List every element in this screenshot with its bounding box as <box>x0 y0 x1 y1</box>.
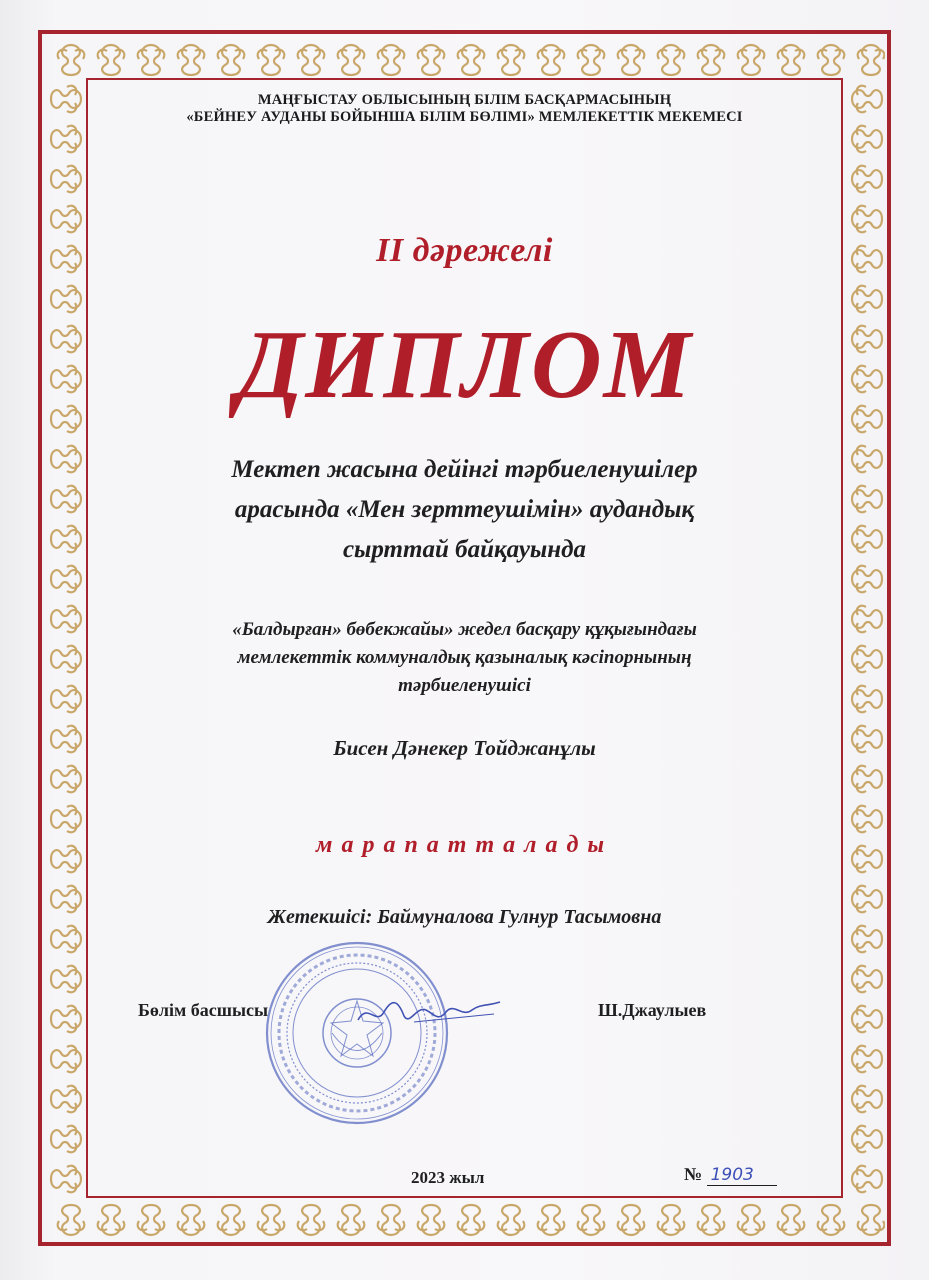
awarded-text: марапатталады <box>316 832 613 858</box>
degree-label: ІІ дәрежелі <box>376 232 553 269</box>
issue-year: 2023 жыл <box>411 1168 485 1187</box>
issuer-header <box>92 92 837 126</box>
competition-line: арасында «Мен зерттеушімін» аудандық <box>234 496 695 523</box>
institution-line: тәрбиеленушісі <box>398 675 531 696</box>
signatory-name: Ш.Джаулыев <box>598 1000 707 1020</box>
competition-description <box>132 450 797 570</box>
institution-line: мемлекеттік коммуналдық қазыналық кәсіпорнының <box>237 647 692 668</box>
institution-description <box>122 616 807 700</box>
signatory-position: Бөлім басшысы <box>138 1000 269 1020</box>
diploma-number <box>684 1164 777 1186</box>
official-stamp-icon <box>262 938 452 1128</box>
issuer-line-2: «БЕЙНЕУ АУДАНЫ БОЙЫНША БІЛІМ БӨЛІМІ» МЕМЛЕКЕТТІК МЕКЕМЕСІ <box>186 109 743 125</box>
competition-line: Мектеп жасына дейінгі тәрбиеленушілер <box>231 456 698 483</box>
recipient-name: Бисен Дәнекер Тойджанұлы <box>333 736 596 760</box>
competition-line: сырттай байқауында <box>342 536 587 563</box>
number-label: № <box>684 1164 703 1184</box>
diploma-title: ДИПЛОМ <box>236 311 693 419</box>
number-value: 1903 <box>707 1165 777 1186</box>
institution-line: «Балдырған» бөбекжайы» жедел басқару құқығындағы <box>232 619 697 640</box>
supervisor-line: Жетекшісі: Баймуналова Гулнур Тасымовна <box>267 906 662 928</box>
signature-icon <box>354 992 504 1032</box>
issuer-line-1: МАҢҒЫСТАУ ОБЛЫСЫНЫҢ БІЛІМ БАСҚАРМАСЫНЫҢ <box>257 92 672 108</box>
diploma-content <box>92 92 837 1192</box>
